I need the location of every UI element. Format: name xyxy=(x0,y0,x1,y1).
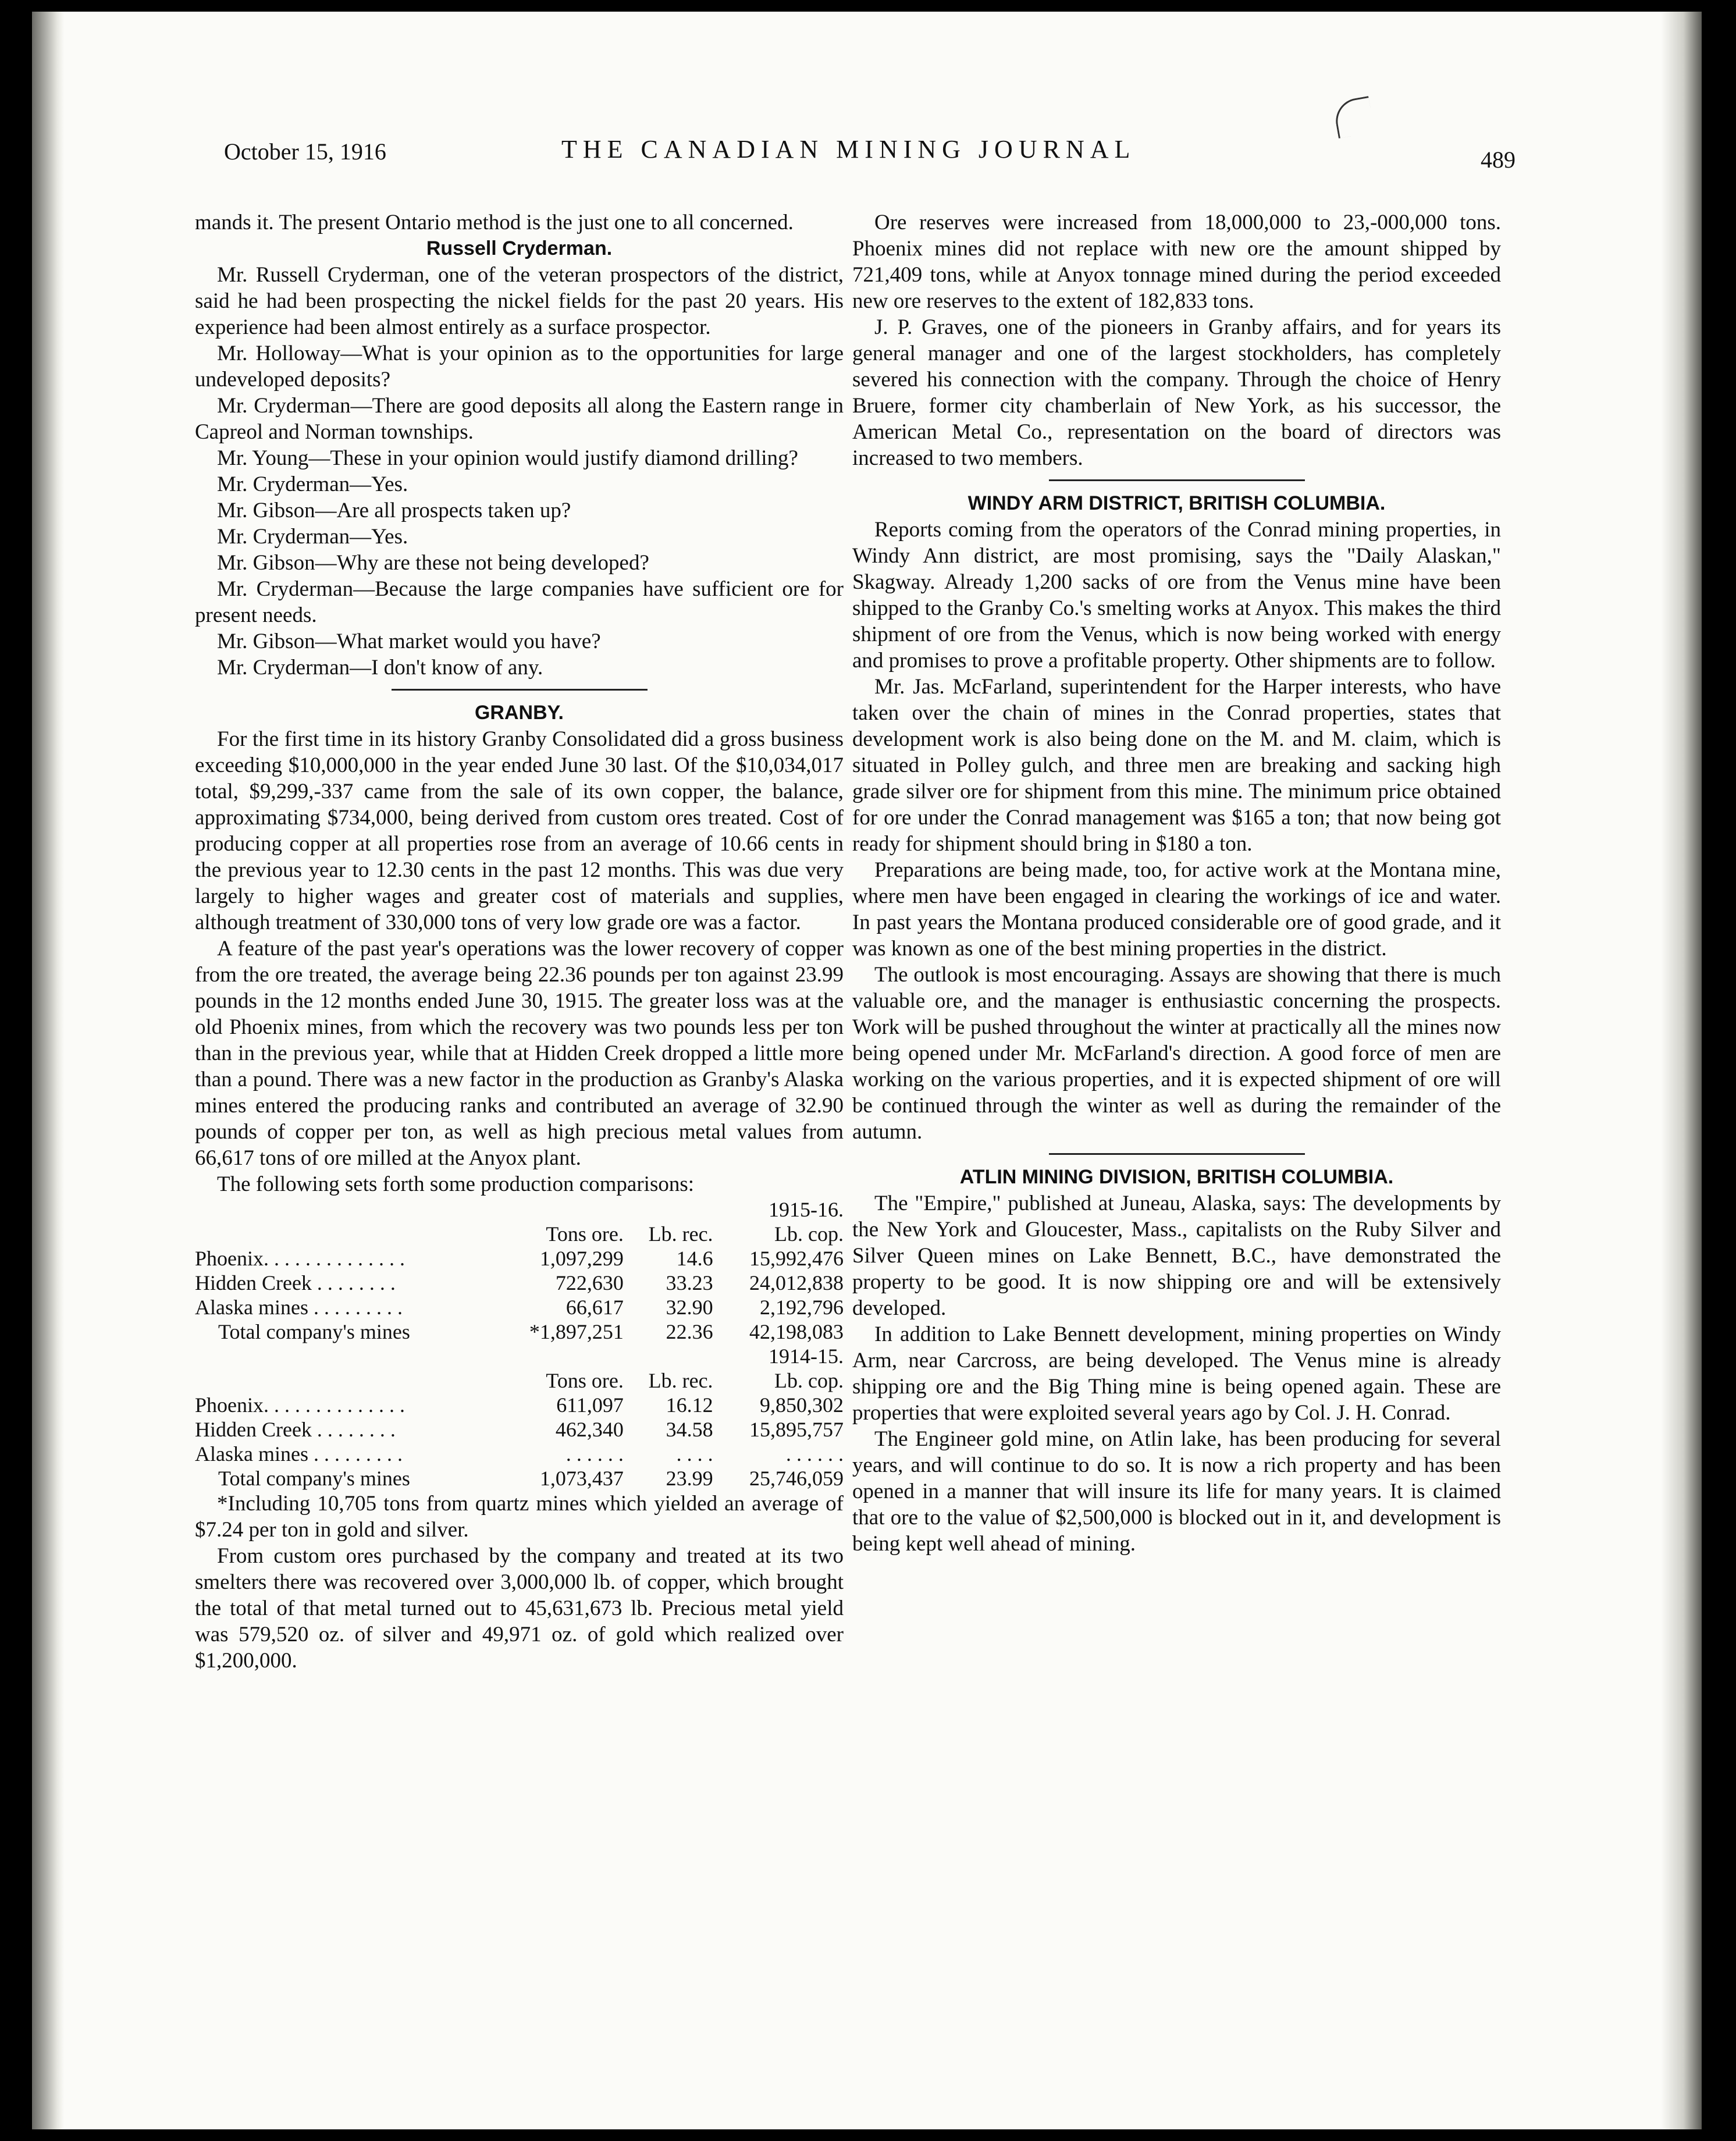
table-row xyxy=(195,1271,844,1295)
table-row xyxy=(195,1466,844,1491)
table-row xyxy=(195,1417,844,1442)
section-divider xyxy=(392,689,648,691)
section-heading: Russell Cryderman. xyxy=(426,237,613,259)
tons-ore: 462,340 xyxy=(555,1418,624,1441)
section-divider xyxy=(1049,1153,1305,1155)
paragraph: The Engineer gold mine, on Atlin lake, has been producing for several years, and will continue to do so. It is now a rich property and has been opened in a manner that will insure its life for many years. It is claimed that ore to the value of $2,500,000 is blocked out in it, and development is being kept well ahead of mining. xyxy=(852,1427,1501,1556)
table-header-row xyxy=(195,1222,844,1246)
row-label: Alaska mines . . . . . . . . . xyxy=(195,1442,403,1466)
lb-cop: 42,198,083 xyxy=(749,1320,844,1343)
left-column xyxy=(195,209,844,1674)
column-header: Lb. cop. xyxy=(774,1222,844,1246)
row-label: Hidden Creek . . . . . . . . xyxy=(195,1418,396,1441)
paragraph: Mr. Young—These in your opinion would justify diamond drilling? xyxy=(217,446,798,470)
table-header-row xyxy=(195,1368,844,1393)
journal-title: THE CANADIAN MINING JOURNAL xyxy=(561,135,1136,163)
paragraph: Mr. Jas. McFarland, superintendent for the Harper interests, who have taken over the chain of mines in the Conrad properties, states that development work is also being done on the M. and M. claim, which is situated in Polley gulch, and three men are breaking and sacking high grade silver ore for shipment from this mine. The minimum price obtained for ore under the Conrad management was $165 a ton; that now being got ready for shipment should bring in $180 a ton. xyxy=(852,675,1501,856)
lb-cop: 15,992,476 xyxy=(749,1247,844,1270)
paragraph: mands it. The present Ontario method is the just one to all concerned. xyxy=(195,211,794,234)
lb-rec: 14.6 xyxy=(676,1247,713,1270)
paragraph: Reports coming from the operators of the Conrad mining properties, in Windy Ann district, are most promising, says the "Daily Alaskan," Skagway. Already 1,200 sacks of ore from the Venus mine have been shipped to the Granby Co.'s smelting works at Anyox. This makes the third shipment of ore from the Venus, which is now being worked with energy and promises to prove a profitable property. Other shipments are to follow. xyxy=(852,518,1501,673)
lb-cop: 2,192,796 xyxy=(760,1296,844,1319)
paragraph: Mr. Gibson—What market would you have? xyxy=(217,630,601,653)
section-heading: ATLIN MINING DIVISION, BRITISH COLUMBIA. xyxy=(959,1166,1394,1188)
lb-rec: 34.58 xyxy=(666,1418,713,1441)
tons-ore: 722,630 xyxy=(555,1271,624,1294)
table-row xyxy=(195,1442,844,1466)
paragraph: In addition to Lake Bennett development, mining properties on Windy Arm, near Carcross, are being developed. The Venus mine is already shipping ore and the Big Thing mine is being opened again. These are properties that were exploited several years ago by Col. J. H. Conrad. xyxy=(852,1322,1501,1425)
paragraph: Preparations are being made, too, for active work at the Montana mine, where men have been engaged in clearing the workings of ice and water. In past years the Montana produced considerable ore of good grade, and it was known as one of the best mining properties in the district. xyxy=(852,858,1501,961)
tons-ore: 611,097 xyxy=(556,1393,624,1417)
paragraph: The outlook is most encouraging. Assays are showing that there is much valuable ore, and the manager is enthusiastic concerning the prospects. Work will be pushed throughout the winter at practically all the mines now being opened under Mr. McFarland's direction. A good force of men are working on the various properties, and it is expected shipment of ore will be continued through the winter as well as during the remainder of the autumn. xyxy=(852,963,1501,1144)
table-row xyxy=(195,1320,844,1344)
lb-cop: 24,012,838 xyxy=(749,1271,844,1294)
lb-cop: . . . . . . xyxy=(786,1442,844,1466)
section-heading: GRANBY. xyxy=(474,702,564,724)
paragraph: Mr. Cryderman—Yes. xyxy=(217,472,408,496)
lb-cop: 9,850,302 xyxy=(760,1393,844,1417)
row-label: Alaska mines . . . . . . . . . xyxy=(195,1296,403,1319)
production-table xyxy=(195,1197,844,1491)
page-header xyxy=(189,131,1516,177)
page-number: 489 xyxy=(1481,147,1516,173)
table-row xyxy=(195,1393,844,1417)
paragraph: Mr. Cryderman—I don't know of any. xyxy=(217,656,543,680)
footnote: *Including 10,705 tons from quartz mines which yielded an average of $7.24 per ton in gold and silver. xyxy=(195,1492,844,1542)
paragraph: Mr. Gibson—Are all prospects taken up? xyxy=(217,499,571,522)
row-label: Total company's mines xyxy=(218,1467,410,1490)
tons-ore: 1,073,437 xyxy=(539,1467,624,1490)
table-year: 1915-16. xyxy=(769,1198,844,1221)
tons-ore: *1,897,251 xyxy=(529,1320,624,1343)
paragraph: J. P. Graves, one of the pioneers in Granby affairs, and for years its general manager and one of the largest stockholders, has completely severed his connection with the company. Through the choice of Henry Bruere, former city chamberlain of New York, as his successor, the American Metal Co., representation on the board of directors was increased to two members. xyxy=(852,315,1501,470)
tons-ore: 1,097,299 xyxy=(539,1247,624,1270)
right-column xyxy=(852,209,1501,1557)
paragraph: The "Empire," published at Juneau, Alaska, says: The developments by the New York and Gloucester, Mass., capitalists on the Ruby Silver and Silver Queen mines on Lake Bennett, B.C., have demonstrated the property to be good. It is now shipping ore and will be extensively developed. xyxy=(852,1192,1501,1320)
paragraph: Ore reserves were increased from 18,000,000 to 23,-000,000 tons. Phoenix mines did not replace with new ore the amount shipped by 721,409 tons, while at Anyox tonnage mined during the period exceeded new ore reserves to the extent of 182,833 tons. xyxy=(852,211,1501,313)
row-label: Phoenix. . . . . . . . . . . . . . xyxy=(195,1393,405,1417)
lb-rec: 32.90 xyxy=(666,1296,713,1319)
paragraph: Mr. Cryderman—There are good deposits all along the Eastern range in Capreol and Norman townships. xyxy=(195,394,844,444)
section-divider xyxy=(1049,479,1305,481)
tons-ore: . . . . . . xyxy=(565,1442,624,1466)
issue-date: October 15, 1916 xyxy=(224,138,386,165)
paragraph: From custom ores purchased by the company and treated at its two smelters there was recovered over 3,000,000 lb. of copper, which brought the total of that metal turned out to 45,631,673 lb. Precious metal yield was 579,520 oz. of silver and 49,971 oz. of gold which realized over $1,200,000. xyxy=(195,1544,844,1673)
column-header: Lb. cop. xyxy=(774,1369,844,1392)
row-label: Hidden Creek . . . . . . . . xyxy=(195,1271,396,1294)
column-header: Tons ore. xyxy=(546,1369,624,1392)
row-label: Total company's mines xyxy=(218,1320,410,1343)
tons-ore: 66,617 xyxy=(565,1296,624,1319)
lb-rec: 16.12 xyxy=(666,1393,713,1417)
lb-rec: . . . . xyxy=(676,1442,713,1466)
table-year: 1914-15. xyxy=(769,1345,844,1368)
row-label: Phoenix. . . . . . . . . . . . . . xyxy=(195,1247,405,1270)
lb-cop: 15,895,757 xyxy=(749,1418,844,1441)
journal-page xyxy=(32,12,1702,2129)
paragraph: Mr. Russell Cryderman, one of the veteran prospectors of the district, said he had been prospecting the nickel fields for the past 20 years. His experience had been almost entirely as a surface prospector. xyxy=(195,263,844,339)
table-row xyxy=(195,1246,844,1271)
lb-rec: 33.23 xyxy=(666,1271,713,1294)
paragraph: For the first time in its history Granby Consolidated did a gross business exceeding $10,000,000 in the year ended June 30 last. Of the $10,034,017 total, $9,299,-337 came from the sale of its own copper, the balance, approximating $734,000, being derived from custom ores treated. Cost of producing copper at all properties rose from an average of 10.66 cents in the previous year to 12.30 cents in the past 12 months. This was due very largely to higher wages and greater cost of materials and supplies, although treatment of 330,000 tons of very low grade ore was a factor. xyxy=(195,727,844,934)
paragraph: Mr. Cryderman—Yes. xyxy=(217,525,408,549)
column-header: Tons ore. xyxy=(546,1222,624,1246)
paragraph: Mr. Holloway—What is your opinion as to the opportunities for large undeveloped deposits? xyxy=(195,342,844,392)
paragraph: The following sets forth some production comparisons: xyxy=(217,1172,695,1196)
column-header: Lb. rec. xyxy=(648,1222,713,1246)
section-heading: WINDY ARM DISTRICT, BRITISH COLUMBIA. xyxy=(967,492,1386,514)
paragraph: A feature of the past year's operations was the lower recovery of copper from the ore treated, the average being 22.36 pounds per ton against 23.99 pounds in the 12 months ended June 30, 1915. The greater loss was at the old Phoenix mines, from which the recovery was two pounds less per ton than in the previous year, while that at Hidden Creek dropped a little more than a pound. There was a new factor in the production as Granby's Alaska mines entered the producing ranks and contributed an average of 32.90 pounds of copper per ton, as well as high precious metal values from 66,617 tons of ore milled at the Anyox plant. xyxy=(195,937,844,1170)
table-row xyxy=(195,1295,844,1320)
paragraph: Mr. Gibson—Why are these not being developed? xyxy=(217,551,649,575)
paragraph: Mr. Cryderman—Because the large companies have sufficient ore for present needs. xyxy=(195,577,844,627)
lb-rec: 22.36 xyxy=(666,1320,713,1343)
column-header: Lb. rec. xyxy=(648,1369,713,1392)
lb-cop: 25,746,059 xyxy=(749,1467,844,1490)
lb-rec: 23.99 xyxy=(666,1467,713,1490)
